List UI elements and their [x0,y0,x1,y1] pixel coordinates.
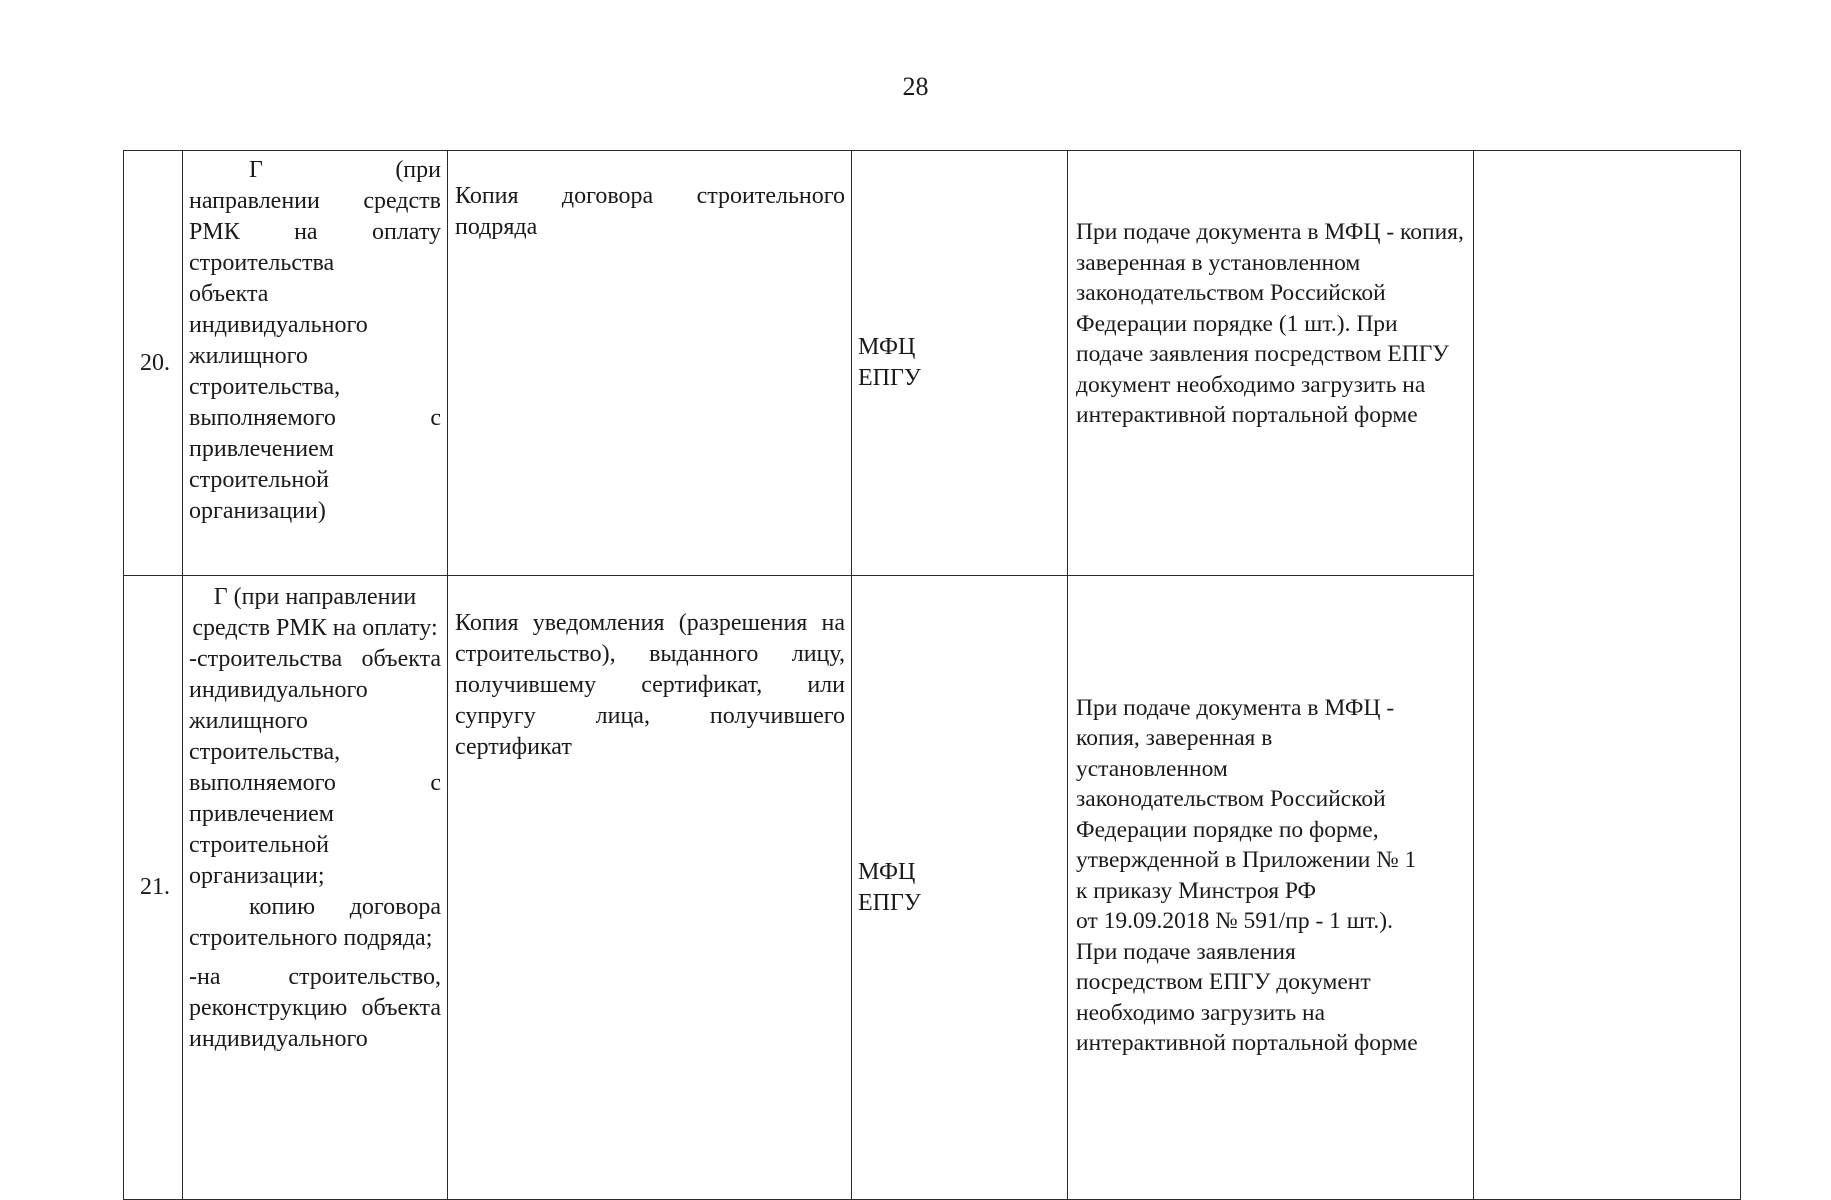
note-text [1076,693,1465,1059]
submission-place: МФЦ [858,334,916,360]
category-line: строительства, [189,374,341,400]
category-cell [183,576,448,1200]
note-line: интерактивной портальной форме [1076,1030,1418,1056]
note-text: При подаче документа в МФЦ - копия, заверенная в установленном законодательством Российской Федерации порядке (1 шт.). При подаче заявления посредством ЕПГУ документ необходимо загрузить на интерактивной портальной форме [1076,219,1464,429]
note-line: При подаче документа в МФЦ - [1076,694,1395,721]
note-line: При подаче заявления [1076,938,1296,965]
note-line: посредством ЕПГУ документ [1076,969,1371,995]
note-line: копия, заверенная в [1076,725,1273,751]
submission-place-cell [852,151,1068,576]
row-number: 21. [140,874,170,900]
category-line: РМК на оплату [189,219,441,245]
row-number-cell [124,576,183,1200]
page-number: 28 [902,72,929,101]
note-line: законодательством Российской [1076,786,1386,812]
document-cell [448,576,852,1200]
note-cell [1068,576,1474,1200]
category-line: направлении средств [189,188,441,214]
category-line: выполняемого с [189,405,441,431]
note-line: установленном [1076,755,1228,782]
document-text: Копия уведомления (разрешения на строительство), выданного лицу, получившему сертификат, или супругу лица, получившего сертификат [455,610,845,760]
category-line: привлечением [189,436,334,462]
document-cell [448,151,852,576]
category-paragraph: копию договора строительного подряда; [189,894,441,951]
category-cell [183,151,448,576]
document-text: Копия договора строительного подряда [455,183,845,240]
category-line: индивидуального [189,312,368,338]
category-line: Г (при [249,157,441,183]
category-line: строительства [189,250,335,276]
submission-place: ЕПГУ [858,365,921,391]
category-paragraph: -строительства объекта индивидуального жилищного строительства, выполняемого с привлечением строительной организации; [189,646,441,889]
table-row [124,151,1741,576]
empty-cell [1474,151,1741,1200]
submission-place-cell [852,576,1068,1200]
note-cell [1068,151,1474,576]
category-line: строительной [189,467,330,493]
note-line: к приказу Минстроя РФ [1076,877,1317,904]
row-number: 20. [140,349,170,376]
note-line: Федерации порядке по форме, [1076,816,1379,843]
category-heading: Г (при направлении средств РМК на оплату: [192,584,438,641]
submission-place: ЕПГУ [858,889,921,916]
note-line: от 19.09.2018 № 591/пр - 1 шт.). [1076,908,1393,934]
category-line: организации) [189,498,326,524]
category-line: объекта [189,281,269,307]
documents-table [123,150,1741,1200]
category-line: жилищного [189,343,308,369]
row-number-cell [124,151,183,576]
submission-place: МФЦ [858,858,916,885]
note-line: утвержденной в Приложении № 1 [1076,847,1417,873]
note-line: необходимо загрузить на [1076,999,1326,1026]
category-paragraph: -на строительство, реконструкцию объекта индивидуального [189,964,441,1052]
